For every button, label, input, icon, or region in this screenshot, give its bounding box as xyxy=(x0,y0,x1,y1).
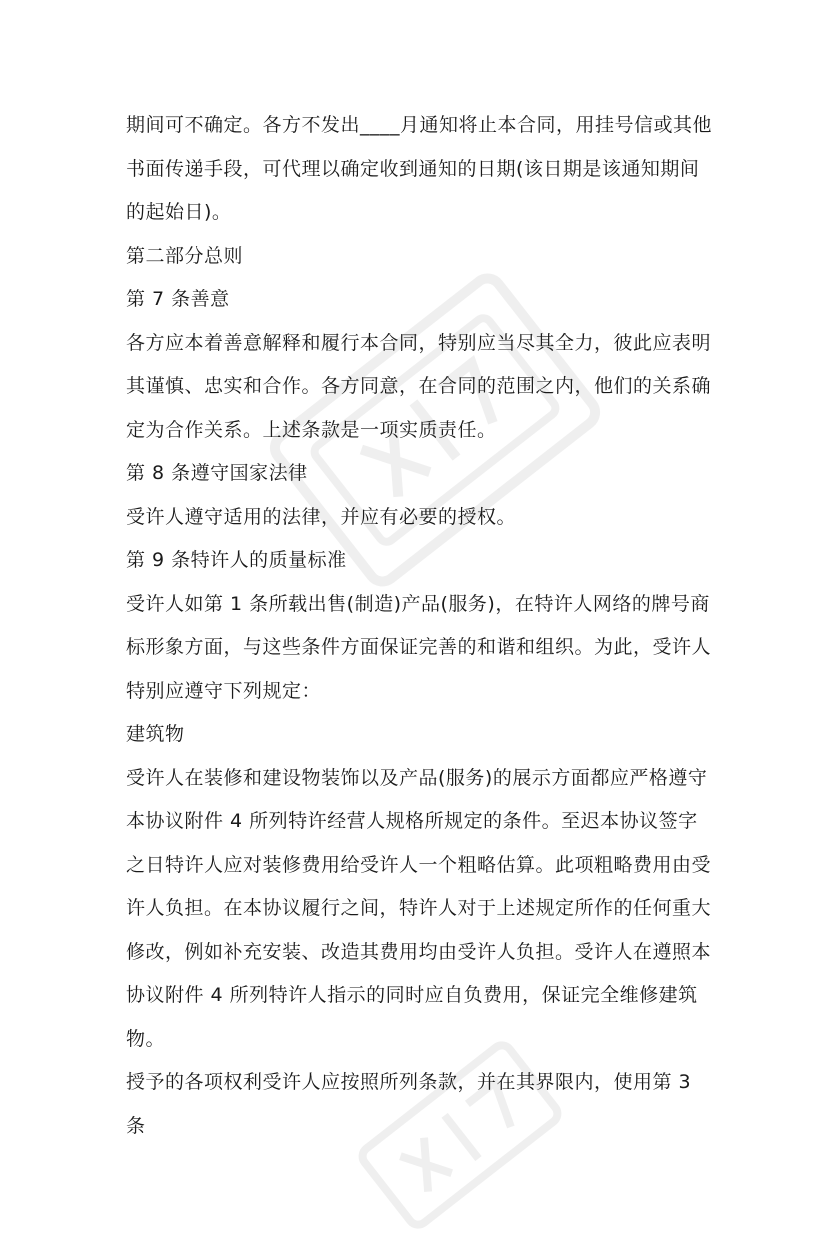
paragraph-granted-rights: 授予的各项权利受许人应按照所列条款，并在其界限内，使用第 3 条 xyxy=(126,1071,692,1137)
paragraph-good-faith: 各方应本着善意解释和履行本合同，特别应当尽其全力，彼此应表明其谨慎、忠实和合作。各方同意，在合同的范围之内，他们的关系确定为合作关系。上述条款是一项实质责任。 xyxy=(126,331,712,441)
heading-article-9: 第 9 条特许人的质量标准 xyxy=(126,549,347,571)
document-body xyxy=(126,104,716,1148)
paragraph-quality-standards: 受许人如第 1 条所载出售(制造)产品(服务)，在特许人网络的牌号商标形象方面，与这些条件方面保证完善的和谐和组织。为此，受许人特别应遵守下列规定： xyxy=(126,592,712,702)
heading-buildings: 建筑物 xyxy=(126,723,185,745)
heading-article-7: 第 7 条善意 xyxy=(126,288,230,310)
paragraph-notice-period: 期间可不确定。各方不发出____月通知将止本合同，用挂号信或其他书面传递手段，可代理以确定收到通知的日期(该日期是该通知期间的起始日)。 xyxy=(126,114,713,223)
heading-part-two: 第二部分总则 xyxy=(126,244,244,267)
heading-article-8: 第 8 条遵守国家法律 xyxy=(126,462,308,484)
paragraph-compliance: 受许人遵守适用的法律，并应有必要的授权。 xyxy=(126,505,517,528)
paragraph-buildings: 受许人在装修和建设物装饰以及产品(服务)的展示方面都应严格遵守本协议附件 4 所列特许经营人规格所规定的条件。至迟本协议签字之日特许人应对装修费用给受许人一个粗略估算。此项粗略费用由受许人负担。在本协议履行之间，特许人对于上述规定所作的任何重大修改，例如补充安装、改造其费用均由受许人负担。受许人在遵照本协议附件 4 所列特许人指示的同时应自负费用，保证完全维修建筑物。 xyxy=(126,766,712,1050)
